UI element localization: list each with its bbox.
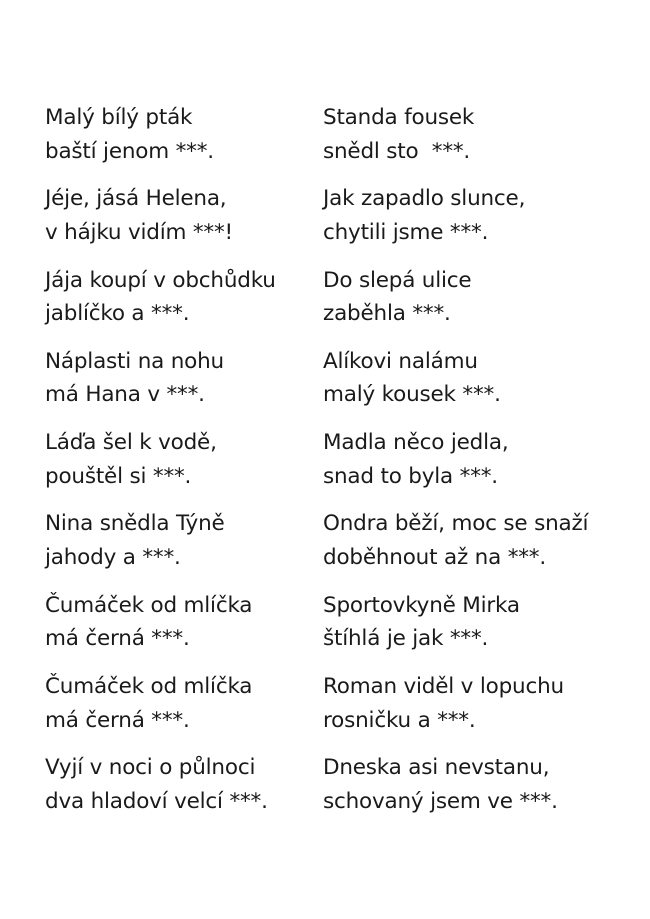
- verse-line: Do slepá ulice: [323, 267, 472, 293]
- verse-line: snad to byla ***.: [323, 463, 498, 489]
- verse: [45, 264, 345, 345]
- verse: [323, 101, 623, 182]
- verse-line: schovaný jsem ve ***.: [323, 788, 558, 814]
- verse-line: jablíčko a ***.: [45, 301, 190, 327]
- verse-line: má Hana v ***.: [45, 382, 205, 408]
- verse-line: má černá ***.: [45, 707, 190, 733]
- verse: [323, 345, 623, 426]
- verse-line: Náplasti na nohu: [45, 348, 224, 374]
- verse-line: Čumáček od mlíčka: [45, 674, 253, 700]
- verse: [45, 182, 345, 263]
- verse-line: zaběhla ***.: [323, 301, 451, 327]
- verse: [45, 345, 345, 426]
- verse-line: chytili jsme ***.: [323, 219, 489, 245]
- verse-line: doběhnout až na ***.: [323, 544, 546, 570]
- verse-line: Roman viděl v lopuchu: [323, 674, 564, 700]
- verse-line: Madla něco jedla,: [323, 430, 509, 456]
- verse: [323, 507, 623, 588]
- verse-line: Jája koupí v obchůdku: [45, 267, 276, 293]
- verse: [45, 670, 345, 751]
- verse: [323, 670, 623, 751]
- verse: [45, 507, 345, 588]
- verse-line: Alíkovi nalámu: [323, 348, 478, 374]
- verse-line: Jak zapadlo slunce,: [323, 186, 526, 212]
- verse-line: Dneska asi nevstanu,: [323, 755, 550, 781]
- verse: [323, 426, 623, 507]
- verse-line: jahody a ***.: [45, 544, 181, 570]
- verse-line: štíhlá je jak ***.: [323, 626, 489, 652]
- verse-line: malý kousek ***.: [323, 382, 501, 408]
- verse-line: Standa fousek: [323, 105, 475, 130]
- verse-line: Láďa šel k vodě,: [45, 430, 217, 456]
- verse-line: Jéje, jásá Helena,: [45, 186, 227, 212]
- verse-line: Vyjí v noci o půlnoci: [45, 755, 256, 781]
- verse: [323, 751, 623, 832]
- verse: [45, 589, 345, 670]
- left-column: [45, 101, 345, 833]
- verse-line: snědl sto ***.: [323, 138, 471, 164]
- verse-line: Čumáček od mlíčka: [45, 592, 253, 618]
- verse: [323, 182, 623, 263]
- verse: [45, 751, 345, 832]
- verse-line: dva hladoví velcí ***.: [45, 788, 268, 814]
- verse-line: Sportovkyně Mirka: [323, 592, 520, 618]
- right-column: [323, 101, 623, 833]
- verse: [323, 589, 623, 670]
- verse-line: pouštěl si ***.: [45, 463, 192, 489]
- verse-line: Malý bílý pták: [45, 105, 193, 130]
- verse: [45, 101, 345, 182]
- verse: [323, 264, 623, 345]
- verse-line: má černá ***.: [45, 626, 190, 652]
- verse-line: Ondra běží, moc se snaží: [323, 511, 589, 537]
- verse-line: rosničku a ***.: [323, 707, 476, 733]
- verse-line: baští jenom ***.: [45, 138, 214, 164]
- verse-line: v hájku vidím ***!: [45, 219, 233, 245]
- verse: [45, 426, 345, 507]
- verse-line: Nina snědla Týně: [45, 511, 225, 537]
